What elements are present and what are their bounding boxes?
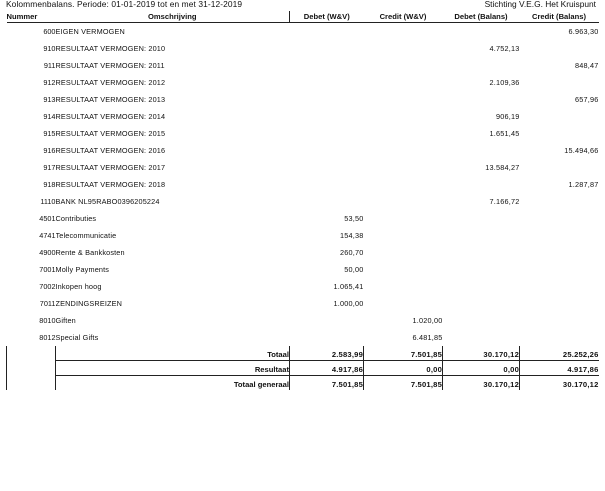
account-number: 4900 [39, 248, 56, 257]
debit-balance-cell [443, 261, 520, 278]
credit-balance-cell [520, 193, 599, 210]
table-header [7, 11, 599, 23]
credit-balance-cell [520, 159, 599, 176]
credit-balance-cell [520, 108, 599, 125]
debit-balance-cell [443, 91, 520, 108]
table-row [7, 125, 599, 142]
table-row [7, 57, 599, 74]
credit-wv-cell: 6.481,85 [412, 333, 443, 342]
credit-wv-cell [364, 57, 443, 74]
totals-row [7, 361, 599, 376]
credit-balance-cell: 15.494,66 [564, 146, 599, 155]
debit-balance-cell: 1.651,45 [489, 129, 520, 138]
table-row [7, 227, 599, 244]
credit-balance-cell [520, 244, 599, 261]
debit-wv-cell: 50,00 [344, 265, 364, 274]
credit-wv-cell [364, 142, 443, 159]
credit-balance-cell [520, 329, 599, 346]
account-description: RESULTAAT VERMOGEN: 2012 [55, 78, 166, 87]
debit-balance-cell [443, 142, 520, 159]
debit-wv-cell [290, 159, 364, 176]
account-number: 7011 [39, 299, 56, 308]
credit-balance-total: 4.917,86 [520, 361, 599, 376]
table-row [7, 210, 599, 227]
credit-balance-cell [520, 312, 599, 329]
credit-balance-total: 30.170,12 [520, 376, 599, 391]
report-title: Kolommenbalans. Periode: 01-01-2019 tot en met 31-12-2019 [6, 0, 243, 9]
table-row [7, 74, 599, 91]
credit-wv-cell [364, 227, 443, 244]
debit-wv-cell [290, 74, 364, 91]
table-row [7, 244, 599, 261]
organization-name: Stichting V.E.G. Het Kruispunt [484, 0, 596, 9]
debit-balance-cell [443, 329, 520, 346]
totals-label: Totaal generaal [233, 380, 289, 389]
account-number: 917 [43, 163, 56, 172]
header-credit-wv: Credit (W&V) [364, 11, 443, 23]
table-row [7, 108, 599, 125]
credit-balance-cell [520, 227, 599, 244]
table-row [7, 295, 599, 312]
table-row [7, 40, 599, 57]
account-number: 7001 [39, 265, 56, 274]
table-row [7, 159, 599, 176]
debit-balance-cell [443, 227, 520, 244]
debit-wv-cell: 1.000,00 [333, 299, 364, 308]
account-number: 4741 [39, 231, 56, 240]
totals-label: Resultaat [56, 361, 290, 376]
account-description: EIGEN VERMOGEN [55, 27, 125, 36]
credit-balance-cell [520, 74, 599, 91]
credit-wv-total: 0,00 [364, 361, 443, 376]
credit-balance-cell: 6.963,30 [568, 27, 599, 36]
totals-spacer [7, 361, 56, 376]
credit-wv-cell [364, 23, 443, 41]
table-row [7, 142, 599, 159]
debit-wv-cell: 260,70 [339, 248, 364, 257]
debit-wv-cell [290, 329, 364, 346]
debit-balance-cell [443, 210, 520, 227]
debit-balance-cell: 7.166,72 [489, 197, 520, 206]
debit-balance-cell [443, 176, 520, 193]
totals-spacer [7, 376, 56, 391]
account-description: BANK NL95RABO0396205224 [55, 197, 160, 206]
debit-balance-cell: 4.752,13 [489, 44, 520, 53]
credit-wv-cell [364, 295, 443, 312]
account-number: 600 [43, 27, 56, 36]
account-number: 7002 [39, 282, 56, 291]
account-description: RESULTAAT VERMOGEN: 2017 [55, 163, 166, 172]
table-row [7, 193, 599, 210]
account-description: Inkopen hoog [55, 282, 102, 291]
header-debit-balance: Debet (Balans) [443, 11, 520, 23]
credit-wv-cell [364, 125, 443, 142]
account-number: 1110 [40, 197, 56, 206]
account-number: 914 [43, 112, 56, 121]
debit-wv-cell [290, 176, 364, 193]
debit-wv-cell: 1.065,41 [333, 282, 364, 291]
credit-wv-cell [364, 278, 443, 295]
debit-wv-cell [290, 57, 364, 74]
credit-wv-cell [364, 261, 443, 278]
debit-balance-cell [443, 312, 520, 329]
credit-wv-total: 7.501,85 [364, 376, 443, 391]
account-description: Contributies [55, 214, 97, 223]
debit-wv-cell [290, 312, 364, 329]
debit-balance-cell [443, 278, 520, 295]
debit-wv-cell [290, 40, 364, 57]
debit-balance-total: 30.170,12 [443, 376, 520, 391]
account-description: RESULTAAT VERMOGEN: 2018 [55, 180, 166, 189]
debit-wv-cell: 53,50 [344, 214, 364, 223]
table-row [7, 312, 599, 329]
table-row [7, 176, 599, 193]
credit-balance-cell [520, 261, 599, 278]
credit-wv-cell [364, 74, 443, 91]
debit-wv-cell [290, 142, 364, 159]
credit-balance-cell [520, 210, 599, 227]
debit-wv-total: 4.917,86 [290, 361, 364, 376]
table-row [7, 329, 599, 346]
account-description: Rente & Bankkosten [55, 248, 125, 257]
totals-label: Totaal [56, 346, 290, 361]
credit-balance-cell: 848,47 [574, 61, 599, 70]
debit-balance-total: 0,00 [443, 361, 520, 376]
account-number: 911 [43, 61, 56, 70]
credit-balance-cell [520, 40, 599, 57]
credit-balance-cell [520, 278, 599, 295]
header-description: Omschrijving [56, 11, 290, 23]
account-description: RESULTAAT VERMOGEN: 2014 [55, 112, 166, 121]
credit-wv-cell [364, 210, 443, 227]
account-number: 912 [43, 78, 56, 87]
debit-balance-cell: 906,19 [495, 112, 520, 121]
account-number: 8012 [39, 333, 56, 342]
credit-balance-cell [520, 125, 599, 142]
totals-row [7, 376, 599, 391]
account-description: RESULTAAT VERMOGEN: 2016 [55, 146, 166, 155]
account-number: 8010 [39, 316, 56, 325]
account-description: ZENDINGSREIZEN [55, 299, 123, 308]
account-number: 4501 [39, 214, 56, 223]
account-number: 916 [43, 146, 56, 155]
account-description: Molly Payments [55, 265, 110, 274]
debit-wv-cell [290, 125, 364, 142]
credit-balance-total: 25.252,26 [520, 346, 599, 361]
credit-wv-total: 7.501,85 [364, 346, 443, 361]
debit-wv-cell [290, 108, 364, 125]
debit-balance-total: 30.170,12 [443, 346, 520, 361]
account-number: 913 [43, 95, 56, 104]
debit-wv-cell [290, 91, 364, 108]
header-number: Nummer [7, 11, 56, 23]
account-description: RESULTAAT VERMOGEN: 2013 [55, 95, 166, 104]
header-credit-balance: Credit (Balans) [520, 11, 599, 23]
debit-wv-total: 2.583,99 [290, 346, 364, 361]
credit-wv-cell [364, 91, 443, 108]
debit-balance-cell [443, 295, 520, 312]
credit-wv-cell [364, 40, 443, 57]
debit-wv-cell [290, 193, 364, 210]
table-row [7, 261, 599, 278]
account-number: 918 [43, 180, 56, 189]
trial-balance-table [6, 11, 599, 390]
account-description: Telecommunicatie [55, 231, 117, 240]
debit-balance-cell [443, 57, 520, 74]
table-body [7, 23, 599, 347]
table-row [7, 278, 599, 295]
credit-wv-cell: 1.020,00 [412, 316, 443, 325]
debit-wv-cell: 154,38 [339, 231, 364, 240]
table-row [7, 23, 599, 41]
account-description: Special Gifts [55, 333, 99, 342]
debit-wv-cell [290, 23, 364, 41]
totals-row [7, 346, 599, 361]
debit-balance-cell: 13.584,27 [485, 163, 520, 172]
credit-balance-cell: 657,96 [574, 95, 599, 104]
table-totals [7, 346, 599, 390]
debit-balance-cell [443, 23, 520, 41]
table-row [7, 91, 599, 108]
debit-balance-cell [443, 244, 520, 261]
credit-balance-cell [520, 295, 599, 312]
credit-balance-cell: 1.287,87 [568, 180, 599, 189]
account-description: RESULTAAT VERMOGEN: 2015 [55, 129, 166, 138]
credit-wv-cell [364, 193, 443, 210]
account-description: Giften [55, 316, 76, 325]
account-description: RESULTAAT VERMOGEN: 2011 [55, 61, 165, 70]
account-number: 910 [43, 44, 56, 53]
account-description: RESULTAAT VERMOGEN: 2010 [55, 44, 166, 53]
credit-wv-cell [364, 244, 443, 261]
credit-wv-cell [364, 108, 443, 125]
totals-spacer [7, 346, 56, 361]
credit-wv-cell [364, 176, 443, 193]
account-number: 915 [43, 129, 56, 138]
credit-wv-cell [364, 159, 443, 176]
header-debit-wv: Debet (W&V) [290, 11, 364, 23]
debit-wv-total: 7.501,85 [290, 376, 364, 391]
debit-balance-cell: 2.109,36 [489, 78, 520, 87]
